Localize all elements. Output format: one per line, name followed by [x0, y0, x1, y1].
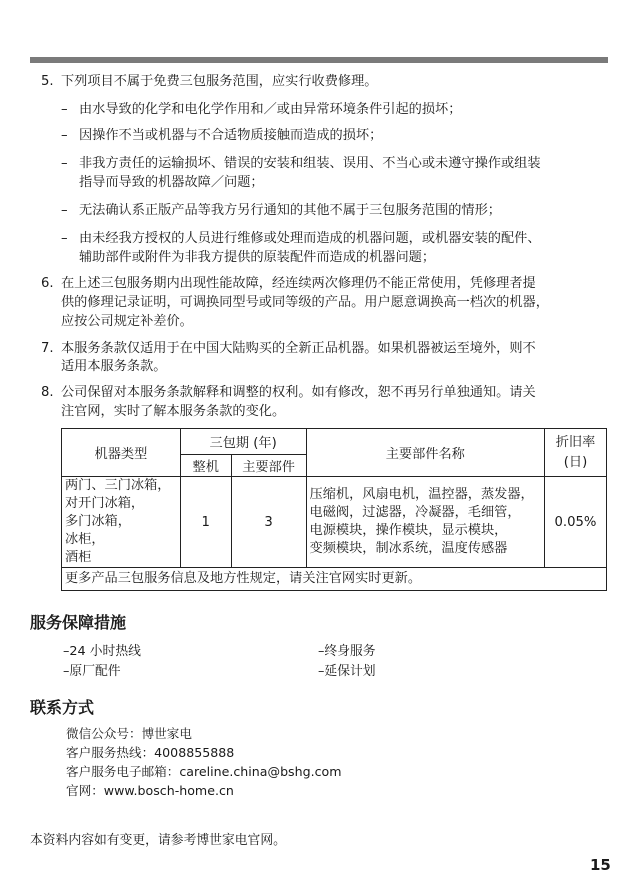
service-item: –终身服务: [318, 644, 376, 659]
exclusion-text: 无法确认系正版产品等我方另行通知的其他不属于三包服务范围的情形；: [79, 203, 501, 218]
header-part-names: 主要部件名称: [306, 429, 544, 477]
part-names-line: 压缩机，风扇电机，温控器，蒸发器，: [309, 487, 534, 502]
dash-bullet: –: [61, 102, 68, 117]
item-text: 注官网，实时了解本服务条款的变化。: [61, 404, 286, 419]
header-main-parts: 主要部件: [231, 455, 306, 477]
exclusion-text: 辅助部件或附件为非我方提供的原装配件而造成的机器问题；: [79, 250, 436, 265]
item-text: 本服务条款仅适用于在中国大陆购买的全新正品机器。如果机器被运至境外，则不: [61, 341, 536, 356]
header-warranty-period: 三包期 (年): [180, 429, 306, 455]
page-number: 15: [590, 856, 611, 874]
contact-wechat: 微信公众号：博世家电: [66, 726, 192, 741]
service-item: –24 小时热线: [63, 644, 141, 659]
item-number: 7.: [41, 341, 54, 356]
machine-type: 酒柜: [65, 550, 92, 565]
part-names-cell: [306, 477, 544, 568]
contact-hotline: 客户服务热线：4008855888: [66, 745, 235, 760]
service-item: –原厂配件: [63, 664, 121, 679]
depreciation-value: 0.05%: [545, 477, 607, 568]
footer-note: 本资料内容如有变更，请参考博世家电官网。: [30, 833, 286, 848]
main-parts-years: 3: [231, 477, 306, 568]
item-text: 适用本服务条款。: [61, 359, 167, 374]
header-depreciation-line: 折旧率: [555, 434, 596, 450]
dash-bullet: –: [61, 128, 68, 143]
item-text: 应按公司规定补差价。: [61, 314, 193, 329]
exclusion-text: 指导而导致的机器故障／问题；: [79, 175, 264, 190]
item-number: 5.: [41, 74, 54, 89]
table-row: [62, 477, 607, 568]
part-names-line: 电源模块，操作模块，显示模块，: [309, 523, 508, 538]
header-depreciation: [545, 429, 607, 477]
machine-type: 两门、三门冰箱，: [65, 478, 171, 493]
header-depreciation-line: (日): [563, 454, 588, 470]
item-text: 在上述三包服务期内出现性能故障，经连续两次修理仍不能正常使用，凭修理者提: [61, 276, 536, 291]
contact-website: 官网：www.bosch-home.cn: [66, 783, 234, 798]
top-rule: [30, 57, 608, 63]
dash-bullet: –: [61, 231, 68, 246]
item-number: 6.: [41, 276, 54, 291]
warranty-table: [61, 428, 607, 591]
contact-email: 客户服务电子邮箱：careline.china@bshg.com: [66, 764, 342, 779]
machine-type: 对开门冰箱，: [65, 496, 145, 511]
section-title: 联系方式: [30, 698, 95, 717]
machine-type: 多门冰箱，: [65, 514, 131, 529]
dash-bullet: –: [61, 203, 68, 218]
part-names-line: 电磁阀，过滤器，冷凝器，毛细管，: [309, 505, 521, 520]
exclusion-text: 因操作不当或机器与不合适物质接触而造成的损坏；: [79, 128, 383, 143]
part-names-line: 变频模块，制冰系统，温度传感器: [309, 541, 508, 556]
item-text: 下列项目不属于免费三包服务范围，应实行收费修理。: [61, 74, 378, 89]
machine-type: 冰柜，: [65, 532, 105, 547]
header-machine-type: 机器类型: [62, 429, 181, 477]
section-title: 服务保障措施: [30, 613, 127, 632]
item-text: 供的修理记录证明，可调换同型号或同等级的产品。用户愿意调换高一档次的机器，: [61, 295, 549, 310]
service-item: –延保计划: [318, 664, 376, 679]
machine-types-cell: [62, 477, 181, 568]
exclusion-text: 由水导致的化学和电化学作用和／或由异常环境条件引起的损坏；: [79, 102, 462, 117]
exclusion-text: 由未经我方授权的人员进行维修或处理而造成的机器问题，或机器安装的配件、: [79, 231, 541, 246]
item-text: 公司保留对本服务条款解释和调整的权利。如有修改，恕不再另行单独通知。请关: [61, 385, 536, 400]
whole-unit-years: 1: [180, 477, 231, 568]
dash-bullet: –: [61, 156, 68, 171]
exclusion-text: 非我方责任的运输损坏、错误的安装和组装、误用、不当心或未遵守操作或组装: [79, 156, 541, 171]
header-whole-unit: 整机: [180, 455, 231, 477]
item-number: 8.: [41, 385, 54, 400]
table-footnote: 更多产品三包服务信息及地方性规定，请关注官网实时更新。: [62, 568, 607, 591]
